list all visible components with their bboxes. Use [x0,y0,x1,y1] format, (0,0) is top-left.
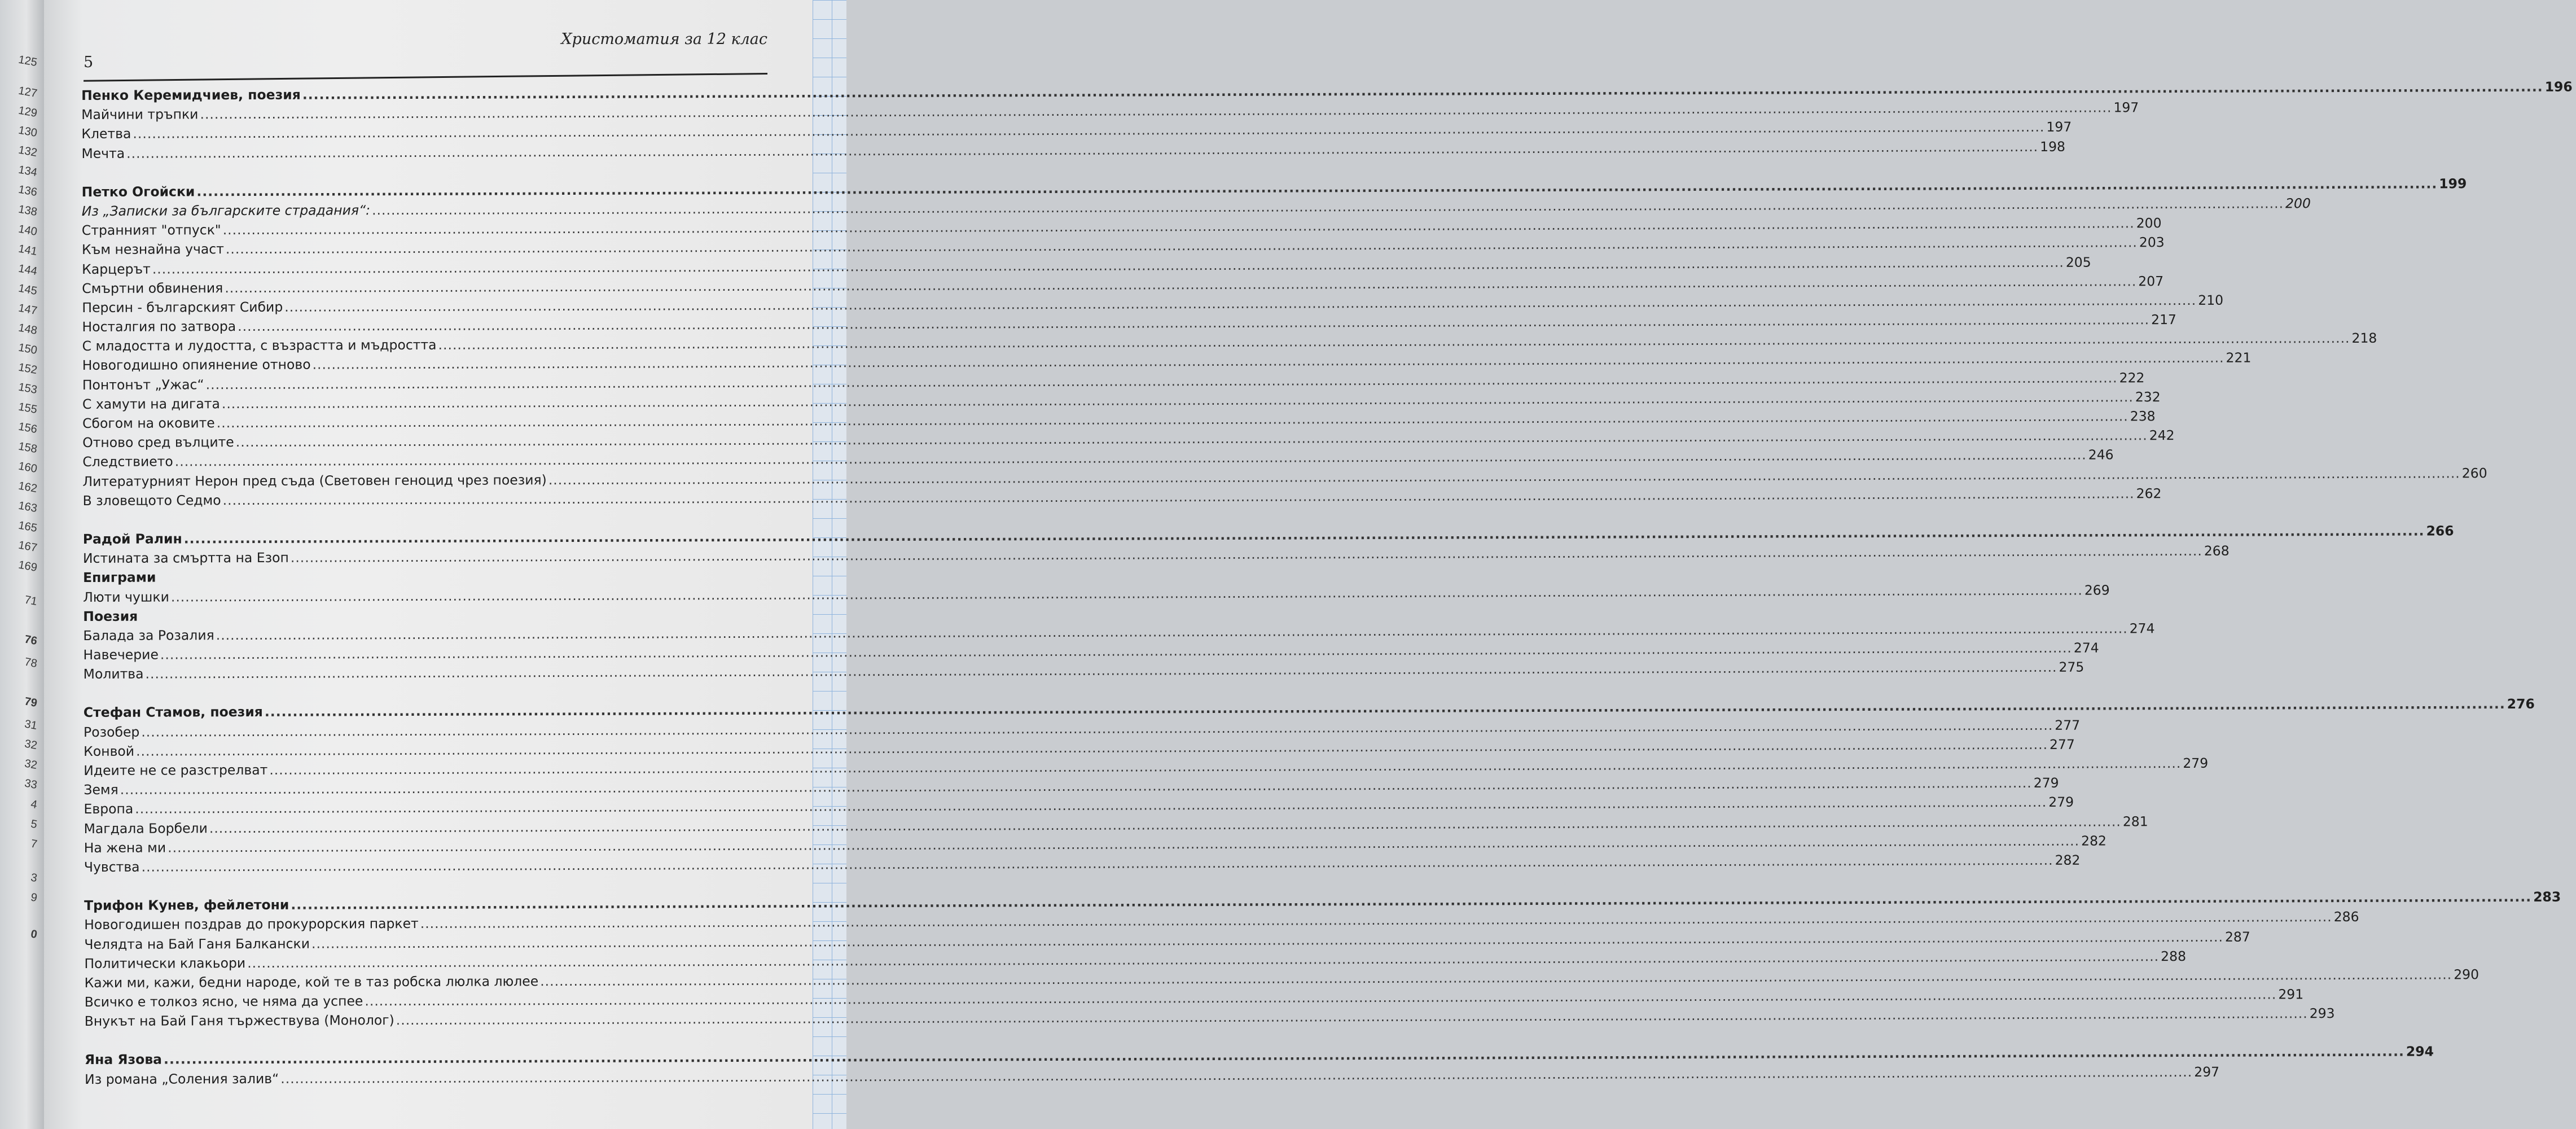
margin-page-number: 147 [17,301,38,318]
margin-page-number: 33 [23,777,38,792]
dot-leader: ................................................................................................................................................................................................................................................................................................................................................................................................................ [170,582,2083,605]
dot-leader: ................................................................................................................................................................................................................................................................................................................................................................................................................ [174,447,2087,470]
entry-title: Политически клакьори [84,955,246,972]
toc-section [84,889,2561,1031]
entry-title: Балада за Розалия [83,627,214,644]
margin-page-number: 148 [17,321,38,338]
toc-entry[interactable] [84,755,2209,780]
toc-subheading[interactable] [83,566,770,587]
margin-page-number: 165 [17,519,38,535]
toc-author-entry[interactable] [83,696,2535,722]
margin-page-number: 145 [17,282,38,298]
toc-entry[interactable] [83,640,2099,664]
dot-leader: ................................................................................................................................................................................................................................................................................................................................................................................................................ [209,813,2121,836]
entry-page-number: 198 [2040,138,2066,155]
dot-leader: ................................................................................................................................................................................................................................................................................................................................................................................................................ [160,640,2072,663]
dot-leader: ................................................................................................................................................................................................................................................................................................................................................................................................................ [141,852,2053,875]
entry-title: Литературният Нерон пред съда (Световен геноцид чрез поезия) [82,471,547,489]
page-number: 5 [84,54,94,71]
dot-leader: ................................................................................................................................................................................................................................................................................................................................................................................................................ [247,948,2160,971]
entry-page-number: 207 [2138,273,2164,289]
toc-entry[interactable] [82,427,2175,452]
entry-page-number: 222 [2119,369,2145,386]
margin-page-number: 141 [17,242,38,259]
margin-page-number: 78 [23,655,38,671]
toc-entry[interactable] [84,986,2304,1012]
entry-title: Земя [84,781,119,798]
entry-page-number: 218 [2351,330,2377,347]
toc-author-entry[interactable] [81,78,2573,105]
margin-page-number: 138 [17,203,38,219]
margin-page-number: 162 [17,479,38,496]
entry-page-number: 242 [2149,427,2175,444]
dot-leader: ................................................................................................................................................................................................................................................................................................................................................................................................................ [420,909,2332,932]
dot-leader: ................................................................................................................................................................................................................................................................................................................................................................................................................ [438,330,2350,353]
toc-entry[interactable] [81,99,2139,124]
entry-title: Люти чушки [83,588,169,605]
margin-page-number: 7 [29,837,38,851]
entry-page-number: 246 [2088,447,2114,463]
margin-page-number: 140 [17,222,38,239]
toc-entry[interactable] [82,465,2487,491]
dot-leader: ................................................................................................................................................................................................................................................................................................................................................................................................................ [152,254,2064,277]
entry-page-number: 286 [2333,909,2359,925]
dot-leader: ................................................................................................................................................................................................................................................................................................................................................................................................................ [168,833,2080,856]
entry-title: Навечерие [83,646,159,663]
toc-section [81,175,2487,510]
margin-page-number: 132 [17,143,38,160]
toc-entry[interactable] [81,215,2162,240]
toc-section [83,696,2535,877]
dot-leader: ................................................................................................................................................................................................................................................................................................................................................................................................................ [216,408,2129,431]
toc-entry[interactable] [82,388,2161,414]
dot-leader: ................................................................................................................................................................................................................................................................................................................................................................................................................ [280,1064,2193,1087]
entry-page-number: 266 [2426,523,2454,539]
entry-page-number: 293 [2309,1005,2335,1022]
entry-page-number: 297 [2194,1064,2220,1080]
entry-page-number: 205 [2065,254,2091,270]
dot-leader: ................................................................................................................................................................................................................................................................................................................................................................................................................ [216,620,2128,644]
dot-leader: ................................................................................................................................................................................................................................................................................................................................................................................................................ [145,659,2057,682]
entry-page-number: 279 [2183,755,2209,772]
toc-subheading[interactable] [83,604,770,625]
toc-entry[interactable] [82,350,2252,375]
margin-page-number: 130 [17,124,38,140]
margin-page-number: 134 [17,163,38,180]
dot-leader: ................................................................................................................................................................................................................................................................................................................................................................................................................ [284,292,2197,315]
book-page [44,0,2573,1129]
margin-page-number: 79 [23,695,38,710]
entry-page-number: 221 [2226,350,2252,366]
toc-author-entry[interactable] [84,1043,2434,1069]
toc-section [82,523,2454,684]
dot-leader: ................................................................................................................................................................................................................................................................................................................................................................................................................ [540,966,2452,990]
dot-leader: ................................................................................................................................................................................................................................................................................................................................................................................................................ [264,696,2505,720]
toc-entry[interactable] [84,774,2059,799]
entry-title: Всичко е толкоз ясно, че няма да успее [84,993,363,1010]
toc-entry[interactable] [81,195,2311,221]
margin-page-number: 3 [29,871,38,885]
entry-page-number: 274 [2129,620,2155,637]
margin-page-number: 167 [17,539,38,555]
dot-leader: ................................................................................................................................................................................................................................................................................................................................................................................................................ [311,929,2223,952]
entry-title: Новогодишно опиянение отново [82,357,311,374]
dot-leader: ................................................................................................................................................................................................................................................................................................................................................................................................................ [225,234,2138,257]
dot-leader: ................................................................................................................................................................................................................................................................................................................................................................................................................ [120,775,2032,798]
entry-title: Карцерът [82,261,151,277]
toc-entry[interactable] [82,292,2224,317]
dot-leader: ................................................................................................................................................................................................................................................................................................................................................................................................................ [196,176,2438,200]
toc-entry[interactable] [84,833,2107,857]
entry-page-number: 200 [2285,195,2311,212]
entry-page-number: 279 [2033,774,2059,791]
entry-title: Поезия [83,608,138,624]
entry-title: Смъртни обвинения [82,279,223,296]
dot-leader: ................................................................................................................................................................................................................................................................................................................................................................................................................ [365,986,2277,1009]
entry-page-number: 291 [2278,986,2304,1003]
entry-page-number: 283 [2533,889,2561,905]
entry-title: Епиграми [82,569,156,586]
dot-leader: ................................................................................................................................................................................................................................................................................................................................................................................................................ [548,465,2460,488]
toc-author-entry[interactable] [81,175,2467,201]
entry-title: Из „Записки за българските страдания“: [81,202,371,219]
entry-title: Към незнайна участ [81,241,224,258]
entry-title: Странният "отпуск" [81,222,221,239]
entry-title: Новогодишен поздрав до прокурорския паркет [84,916,419,933]
margin-page-number: 127 [17,84,38,100]
entry-page-number: 210 [2198,292,2224,308]
margin-page-number: 169 [17,558,38,575]
entry-title: Мечта [81,145,125,161]
table-of-contents [81,78,2573,1108]
dot-leader: ................................................................................................................................................................................................................................................................................................................................................................................................................ [183,523,2425,547]
entry-title: Следствието [82,453,173,470]
entry-page-number: 199 [2439,175,2467,192]
margin-page-number: 160 [17,460,38,476]
margin-page-number: 71 [23,593,38,609]
dot-leader: ................................................................................................................................................................................................................................................................................................................................................................................................................ [141,717,2053,740]
toc-entry[interactable] [84,852,2081,877]
toc-entry[interactable] [83,620,2155,645]
entry-title: С младостта и лудостта, с възрастта и мъдростта [82,337,437,355]
toc-entry[interactable] [85,1064,2220,1088]
entry-title: С хамути на дигата [82,395,220,412]
margin-page-number: 32 [23,737,38,752]
entry-title: Трифон Кунев, фейлетони [84,896,289,914]
entry-title: Пенко Керемидчиев, поезия [81,86,301,103]
dot-leader: ................................................................................................................................................................................................................................................................................................................................................................................................................ [312,350,2224,373]
entry-page-number: 281 [2122,813,2148,829]
margin-page-number: 4 [29,798,38,812]
toc-entry[interactable] [84,794,2074,819]
toc-entry[interactable] [82,369,2145,394]
dot-leader: ................................................................................................................................................................................................................................................................................................................................................................................................................ [225,273,2137,296]
entry-page-number: 217 [2151,312,2177,328]
toc-entry[interactable] [82,330,2377,356]
entry-title: Челядта на Бай Ганя Балкански [84,935,310,952]
entry-title: Конвой [84,743,135,759]
toc-entry[interactable] [84,1005,2335,1031]
entry-title: Носталгия по затвора [82,318,236,335]
dot-leader: ................................................................................................................................................................................................................................................................................................................................................................................................................ [222,215,2135,238]
dot-leader: ................................................................................................................................................................................................................................................................................................................................................................................................................ [205,370,2118,392]
entry-title: Понтонът „Ужас“ [82,376,204,393]
margin-page-number: 153 [17,380,38,397]
dot-leader: ................................................................................................................................................................................................................................................................................................................................................................................................................ [290,543,2202,566]
entry-page-number: 288 [2161,948,2187,964]
toc-entry[interactable] [83,717,2081,741]
entry-title: Сбогом на оковите [82,415,215,431]
entry-title: Из романа „Соления залив“ [85,1070,279,1087]
entry-page-number: 269 [2084,581,2110,598]
dot-leader: ................................................................................................................................................................................................................................................................................................................................................................................................................ [221,389,2134,412]
dot-leader: ................................................................................................................................................................................................................................................................................................................................................................................................................ [136,736,2048,759]
dot-leader: ................................................................................................................................................................................................................................................................................................................................................................................................................ [200,99,2112,122]
toc-entry[interactable] [84,909,2359,934]
entry-title: В зловещото Седмо [82,492,221,509]
toc-entry[interactable] [82,408,2156,433]
entry-page-number: 287 [2224,929,2250,945]
entry-page-number: 268 [2204,542,2230,559]
toc-entry[interactable] [84,736,2075,761]
toc-entry[interactable] [82,485,2162,510]
entry-page-number: 274 [2073,640,2099,656]
entry-title: Радой Ралин [82,531,182,547]
toc-entry[interactable] [82,312,2177,336]
toc-entry[interactable] [84,948,2187,973]
margin-page-number: 136 [17,183,38,199]
previous-page-margin [0,0,44,1129]
toc-author-entry[interactable] [84,889,2561,915]
margin-page-number: 9 [29,891,38,905]
margin-page-number: 152 [17,361,38,377]
toc-entry[interactable] [82,273,2164,297]
book-title: Христоматия за 12 клас [561,30,767,48]
entry-title: Персин - българският Сибир [82,299,283,316]
margin-page-number: 32 [23,757,38,772]
entry-title: Стефан Стамов, поезия [83,704,263,721]
margin-page-number: 144 [17,262,38,278]
entry-title: Майчини тръпки [81,106,199,123]
entry-title: Европа [84,801,134,817]
dot-leader: ................................................................................................................................................................................................................................................................................................................................................................................................................ [235,427,2148,450]
entry-page-number: 279 [2048,794,2074,811]
dot-leader: ................................................................................................................................................................................................................................................................................................................................................................................................................ [163,1044,2404,1067]
margin-page-number: 31 [23,717,38,733]
entry-page-number: 277 [2049,736,2075,752]
entry-title: Кажи ми, кажи, бедни народе, кой те в таз робска люлка люлее [84,973,539,991]
dot-leader: ................................................................................................................................................................................................................................................................................................................................................................................................................ [222,485,2135,508]
entry-title: Отново сред вълците [82,434,234,451]
entry-title: Идеите не се разстрелват [84,762,268,778]
toc-entry[interactable] [82,542,2230,568]
entry-page-number: 196 [2544,78,2573,95]
header-rule [84,73,767,82]
toc-entry[interactable] [83,581,2110,606]
margin-page-number: 0 [29,927,38,942]
toc-entry[interactable] [84,966,2480,992]
entry-title: Магдала Борбели [84,820,208,837]
dot-leader: ................................................................................................................................................................................................................................................................................................................................................................................................................ [372,195,2284,218]
entry-page-number: 203 [2139,234,2165,251]
entry-page-number: 238 [2130,408,2156,425]
entry-title: Чувства [84,859,140,875]
entry-page-number: 197 [2046,119,2072,135]
entry-page-number: 282 [2055,852,2081,868]
dot-leader: ................................................................................................................................................................................................................................................................................................................................................................................................................ [396,1005,2308,1029]
entry-page-number: 197 [2113,99,2139,116]
dot-leader: ................................................................................................................................................................................................................................................................................................................................................................................................................ [291,889,2532,913]
entry-page-number: 276 [2507,696,2535,712]
entry-page-number: 232 [2135,388,2161,405]
entry-title: На жена ми [84,839,166,856]
entry-page-number: 282 [2081,833,2107,849]
toc-entry[interactable] [81,119,2072,143]
entry-title: Молитва [83,666,144,682]
entry-page-number: 294 [2406,1043,2434,1060]
dot-leader: ................................................................................................................................................................................................................................................................................................................................................................................................................ [135,794,2047,817]
toc-author-entry[interactable] [82,523,2454,549]
dot-leader: ................................................................................................................................................................................................................................................................................................................................................................................................................ [133,119,2045,142]
entry-title: Внукът на Бай Ганя тържествува (Монолог) [84,1012,394,1030]
margin-page-number: 129 [17,104,38,120]
margin-page-number: 158 [17,440,38,456]
margin-page-number: 5 [29,817,38,832]
toc-entry[interactable] [84,929,2250,953]
entry-page-number: 262 [2136,485,2162,502]
margin-page-number: 156 [17,420,38,436]
dot-leader: ................................................................................................................................................................................................................................................................................................................................................................................................................ [302,78,2543,103]
toc-entry[interactable] [82,447,2114,471]
margin-page-number: 155 [17,400,38,417]
entry-page-number: 275 [2059,659,2085,676]
entry-page-number: 260 [2461,465,2487,481]
page-header [84,23,767,69]
toc-section [84,1043,2434,1089]
toc-entry[interactable] [83,659,2085,684]
entry-title: Истината за смъртта на Езоп [82,549,289,567]
entry-page-number: 277 [2055,717,2081,733]
dot-leader: ................................................................................................................................................................................................................................................................................................................................................................................................................ [269,755,2182,778]
entry-title: Петко Огойски [81,183,195,200]
entry-title: Клетва [81,126,131,142]
toc-section [81,78,2573,163]
margin-page-number: 150 [17,341,38,357]
margin-page-number: 163 [17,499,38,515]
toc-entry[interactable] [84,813,2148,838]
margin-page-number: 76 [23,633,38,648]
dot-leader: ................................................................................................................................................................................................................................................................................................................................................................................................................ [126,138,2039,161]
margin-page-number: 125 [17,53,38,69]
entry-title: Розобер [83,724,140,740]
entry-title: Яна Язова [84,1051,163,1068]
dot-leader: ................................................................................................................................................................................................................................................................................................................................................................................................................ [238,312,2150,335]
toc-entry[interactable] [81,138,2066,163]
toc-entry[interactable] [82,254,2091,278]
toc-entry[interactable] [81,234,2165,259]
entry-page-number: 290 [2454,966,2480,983]
entry-page-number: 200 [2136,215,2162,231]
